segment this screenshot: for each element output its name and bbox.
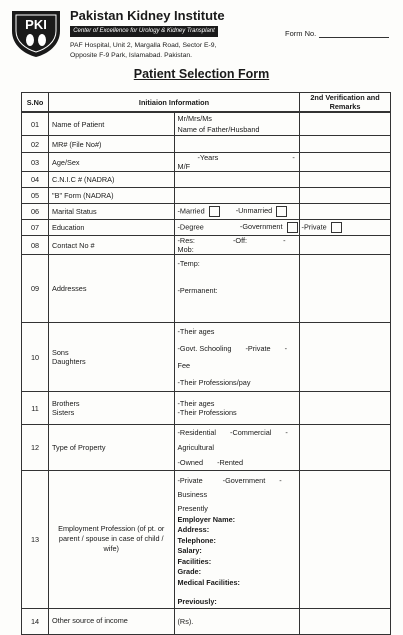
row-sons-daughters: 10 Sons Daughters -Their ages -Govt. Schooling -Private -Fee -Their Professions/pay	[22, 323, 391, 392]
remarks-cell[interactable]	[300, 323, 391, 392]
row-b-form: 05 "B" Form (NADRA)	[22, 188, 391, 204]
row-other-income: 14 Other source of income (Rs).	[22, 608, 391, 634]
remarks-cell[interactable]	[300, 136, 391, 153]
row-cnic: 04 C.N.I.C # (NADRA)	[22, 172, 391, 188]
income-field[interactable]: (Rs).	[174, 608, 300, 634]
remarks-cell[interactable]	[300, 204, 391, 220]
contact-field[interactable]: -Res: -Off: -Mob:	[174, 236, 300, 255]
form-number-field[interactable]	[319, 37, 389, 38]
siblings-field[interactable]: -Their ages -Their Professions	[174, 392, 300, 425]
patient-selection-table	[21, 92, 391, 635]
form-title: Patient Selection Form	[133, 67, 270, 81]
marital-options: -Married -Unmarried	[174, 204, 300, 220]
government-checkbox[interactable]	[287, 222, 298, 233]
employment-field[interactable]: -Private -Government -Business Presently Employer Name: Address: Telephone: Salary: Facilities: Grade: Medical Facilities: Previously:	[174, 471, 300, 609]
row-age-sex: 03 Age/Sex -Years -M/F	[22, 153, 391, 172]
address-line-1: PAF Hospital, Unit 2, Margalla Road, Sector E-9,	[70, 42, 217, 49]
row-employment: 13 Employment Profession (of pt. or parent / spouse in case of child / wife) -Private -Government -Business Presently Employer Name: Address: Telephone: Salary: Facilities: Grade: Medical Facilities: Previously:	[22, 471, 391, 609]
remarks-cell[interactable]	[300, 392, 391, 425]
property-options[interactable]: -Residential -Commercial -Agricultural -Owned -Rented	[174, 425, 300, 471]
remarks-cell[interactable]	[300, 255, 391, 323]
row-addresses: 09 Addresses -Temp: -Permanent:	[22, 255, 391, 323]
age-sex-field[interactable]: -Years -M/F	[174, 153, 300, 172]
institute-address	[70, 41, 216, 61]
remarks-cell[interactable]	[300, 425, 391, 471]
b-form-field[interactable]	[174, 188, 300, 204]
cnic-field[interactable]	[174, 172, 300, 188]
form-number-label: Form No.	[285, 29, 317, 38]
form-number	[285, 29, 389, 38]
col-remarks: 2nd Verification and Remarks	[300, 93, 391, 112]
education-options: -Degree -Government -Private	[174, 220, 300, 236]
remarks-cell[interactable]	[300, 188, 391, 204]
remarks-cell[interactable]	[300, 172, 391, 188]
row-marital-status: 06 Marital Status -Married -Unmarried	[22, 204, 391, 220]
address-line-2: Opposite F-9 Park, Islamabad. Pakistan.	[70, 52, 193, 59]
row-brothers-sisters: 11 Brothers Sisters -Their ages -Their Professions	[22, 392, 391, 425]
addresses-field[interactable]: -Temp: -Permanent:	[174, 255, 300, 323]
col-info: Initiaion Information	[49, 93, 300, 112]
row-type-of-property: 12 Type of Property -Residential -Commercial -Agricultural -Owned -Rented	[22, 425, 391, 471]
remarks-cell[interactable]	[300, 153, 391, 172]
remarks-cell[interactable]	[300, 471, 391, 609]
remarks-cell[interactable]	[300, 113, 391, 136]
institute-tagline: Center of Excellence for Urology & Kidney Transplant	[70, 26, 218, 37]
row-contact: 08 Contact No # -Res: -Off: -Mob:	[22, 236, 391, 255]
row-mr-file-no: 02 MR# (File No#)	[22, 136, 391, 153]
name-field[interactable]: Mr/Mrs/Ms Name of Father/Husband	[174, 113, 300, 136]
remarks-cell[interactable]	[300, 236, 391, 255]
married-checkbox[interactable]	[209, 206, 220, 217]
mr-field[interactable]	[174, 136, 300, 153]
row-name-of-patient: 01 Name of Patient Mr/Mrs/Ms Name of Father/Husband	[22, 113, 391, 136]
private-checkbox[interactable]	[331, 222, 342, 233]
remarks-cell[interactable]	[300, 608, 391, 634]
unmarried-checkbox[interactable]	[276, 206, 287, 217]
row-education: 07 Education -Degree -Government -Private	[22, 220, 391, 236]
institute-name: Pakistan Kidney Institute	[70, 8, 225, 23]
children-field[interactable]: -Their ages -Govt. Schooling -Private -Fee -Their Professions/pay	[174, 323, 300, 392]
table-header-row	[22, 93, 391, 112]
pki-logo	[8, 7, 64, 59]
col-sno: S.No	[22, 93, 49, 112]
svg-text:PKI: PKI	[25, 17, 47, 32]
